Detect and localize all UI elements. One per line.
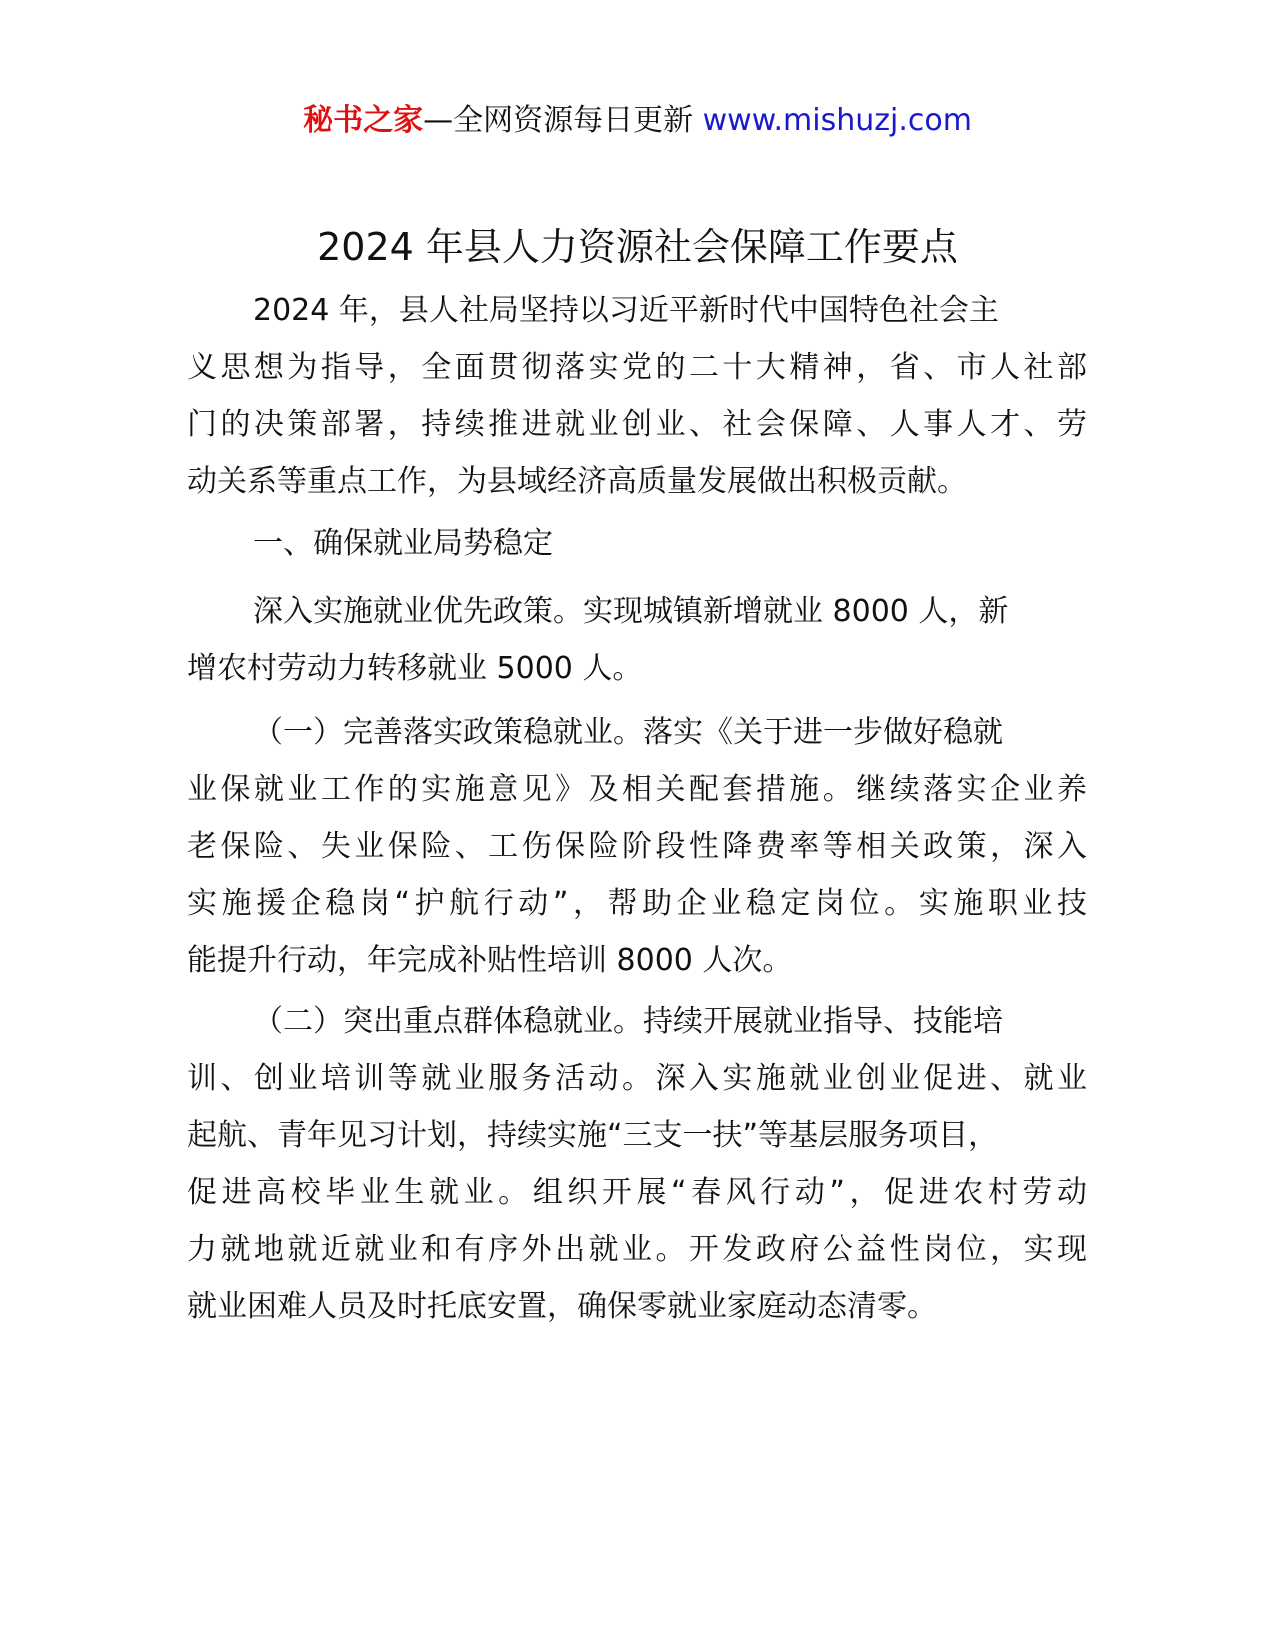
paragraph-line: 起航、青年见习计划，持续实施“三支一扶”等基层服务项目， [187,1118,999,1153]
policy-paragraph [187,583,1087,697]
paragraph-line: 动关系等重点工作，为县域经济高质量发展做出积极贡献。 [187,464,967,499]
subsection-one-paragraph [187,704,1087,989]
document-title: 2024 年县人力资源社会保障工作要点 [317,225,958,269]
section-heading-text: 一、确保就业局势稳定 [253,526,553,561]
paragraph-line: 能提升行动，年完成补贴性培训 8000 人次。 [187,943,793,978]
banner-tagline: —全网资源每日更新 [423,103,694,138]
site-banner [0,101,1275,141]
paragraph-line: （二）突出重点群体稳就业。持续开展就业指导、技能培 [253,1004,1003,1039]
paragraph-line: 老保险、失业保险、工伤保险阶段性降费率等相关政策，深入 [187,829,1087,864]
paragraph-line: 训、创业培训等就业服务活动。深入实施就业创业促进、就业 [187,1061,1087,1096]
paragraph-line: 业保就业工作的实施意见》及相关配套措施。继续落实企业养 [187,772,1087,807]
paragraph-line: 2024 年，县人社局坚持以习近平新时代中国特色社会主 [253,293,999,328]
paragraph-line: 促进高校毕业生就业。组织开展“春风行动”，促进农村劳动 [187,1175,1087,1210]
paragraph-line: 增农村劳动力转移就业 5000 人。 [187,651,643,686]
paragraph-line: 力就地就近就业和有序外出就业。开发政府公益性岗位，实现 [187,1232,1087,1267]
intro-paragraph [187,282,1087,510]
brand-name: 秘书之家 [303,103,424,138]
paragraph-line: （一）完善落实政策稳就业。落实《关于进一步做好稳就 [253,715,1003,750]
paragraph-line: 实施援企稳岗“护航行动”，帮助企业稳定岗位。实施职业技 [187,886,1087,921]
site-url-link[interactable]: www.mishuzj.com [702,103,972,138]
subsection-two-paragraph [187,993,1087,1335]
paragraph-line: 门的决策部署，持续推进就业创业、社会保障、人事人才、劳 [187,407,1087,442]
section-heading [187,515,1087,572]
paragraph-line: 就业困难人员及时托底安置，确保零就业家庭动态清零。 [187,1289,937,1324]
paragraph-line: 深入实施就业优先政策。实现城镇新增就业 8000 人，新 [253,594,1009,629]
paragraph-line: 义思想为指导，全面贯彻落实党的二十大精神，省、市人社部 [187,350,1087,385]
